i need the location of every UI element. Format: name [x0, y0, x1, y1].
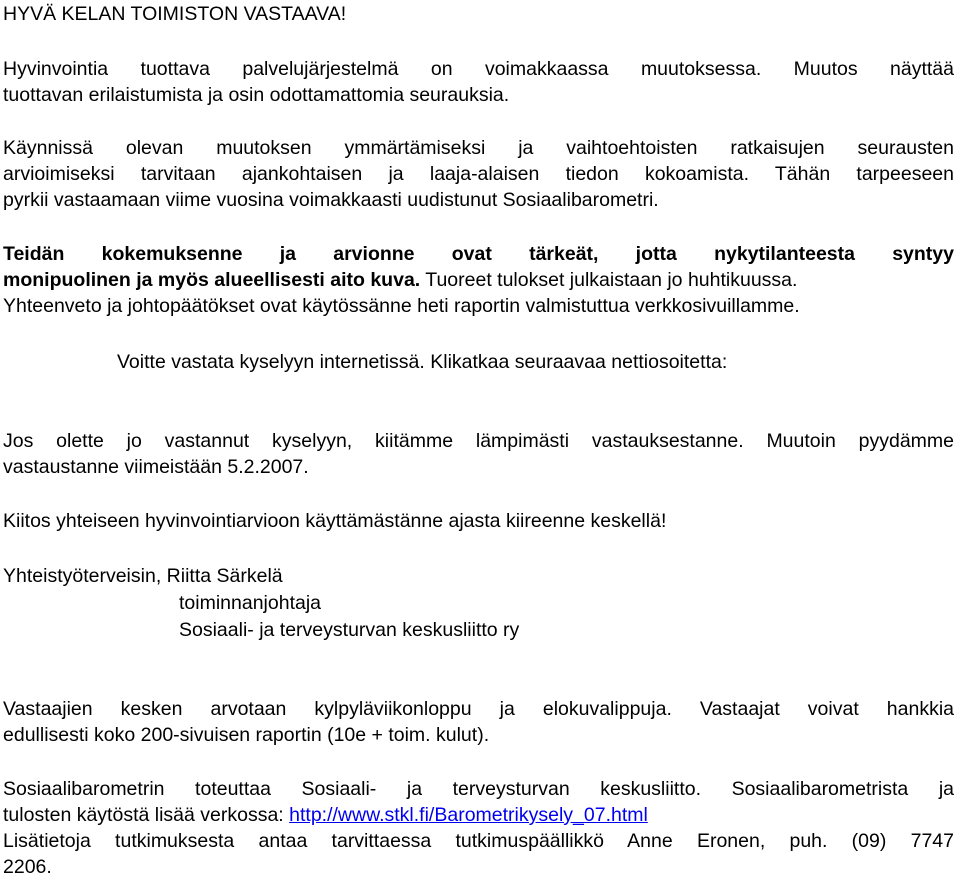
context-paragraph-line: Käynnissä olevan muutoksen ymmärtämiseksi ja vaihtoehtoisten ratkaisujen seurausten — [3, 137, 954, 159]
thanks-line: Jos olette jo vastannut kyselyyn, kiitämme lämpimästi vastauksestanne. Muutoin pyydämme — [3, 430, 954, 452]
footer-link-line — [3, 802, 954, 828]
deadline-line: vastaustanne viimeistään 5.2.2007. — [3, 456, 309, 478]
context-paragraph-line: arvioimiseksi tarvitaan ajankohtaisen ja laaja-alaisen tiedon kokoamista. Tähän tarpeeseen — [3, 163, 954, 185]
letter-heading: HYVÄ KELAN TOIMISTON VASTAAVA! — [3, 3, 347, 25]
intro-paragraph-line: tuottavan erilaistumista ja osin odottamattomia seurauksia. — [3, 84, 510, 106]
signature-greeting: Yhteistyöterveisin, Riitta Särkelä — [3, 565, 283, 587]
summary-line: Yhteenveto ja johtopäätökset ovat käytössänne heti raportin valmistuttua verkkosivuillamme. — [3, 295, 800, 317]
emphasis-bold-text: monipuolinen ja myös alueellisesti aito kuva. — [3, 269, 421, 291]
contact-phone-tail: 2206. — [3, 856, 52, 878]
barometer-survey-link[interactable]: http://www.stkl.fi/Barometrikysely_07.html — [289, 804, 648, 826]
emphasis-line — [3, 267, 954, 293]
report-offer-line: edullisesti koko 200-sivuisen raportin (10e + toim. kulut). — [3, 724, 490, 746]
emphasis-line: Teidän kokemuksenne ja arvionne ovat tärkeät, jotta nykytilanteesta syntyy — [3, 243, 954, 265]
footer-link-prefix: tulosten käytöstä lisää verkossa: — [3, 804, 290, 826]
signature-organization: Sosiaali- ja terveysturvan keskusliitto ry — [179, 619, 520, 641]
results-note-text: Tuoreet tulokset julkaistaan jo huhtikuussa. — [420, 269, 798, 291]
footer-line: Sosiaalibarometrin toteuttaa Sosiaali- ja terveysturvan keskusliitto. Sosiaalibarometrista ja — [3, 778, 954, 800]
contact-line: Lisätietoja tutkimuksesta antaa tarvittaessa tutkimuspäällikkö Anne Eronen, puh. (09) 7747 — [3, 830, 954, 852]
online-prompt: Voitte vastata kyselyyn internetissä. Klikatkaa seuraavaa nettiosoitetta: — [117, 351, 728, 373]
prize-line: Vastaajien kesken arvotaan kylpyläviikonloppu ja elokuvalippuja. Vastaajat voivat hankkia — [3, 698, 954, 720]
gratitude-line: Kiitos yhteiseen hyvinvointiarvioon käyttämästänne ajasta kiireenne keskellä! — [3, 510, 667, 532]
context-paragraph-line: pyrkii vastaamaan viime vuosina voimakkaasti uudistunut Sosiaalibarometri. — [3, 189, 659, 211]
signature-title: toiminnanjohtaja — [179, 592, 322, 614]
intro-paragraph-line: Hyvinvointia tuottava palvelujärjestelmä on voimakkaassa muutoksessa. Muutos näyttää — [3, 58, 954, 80]
